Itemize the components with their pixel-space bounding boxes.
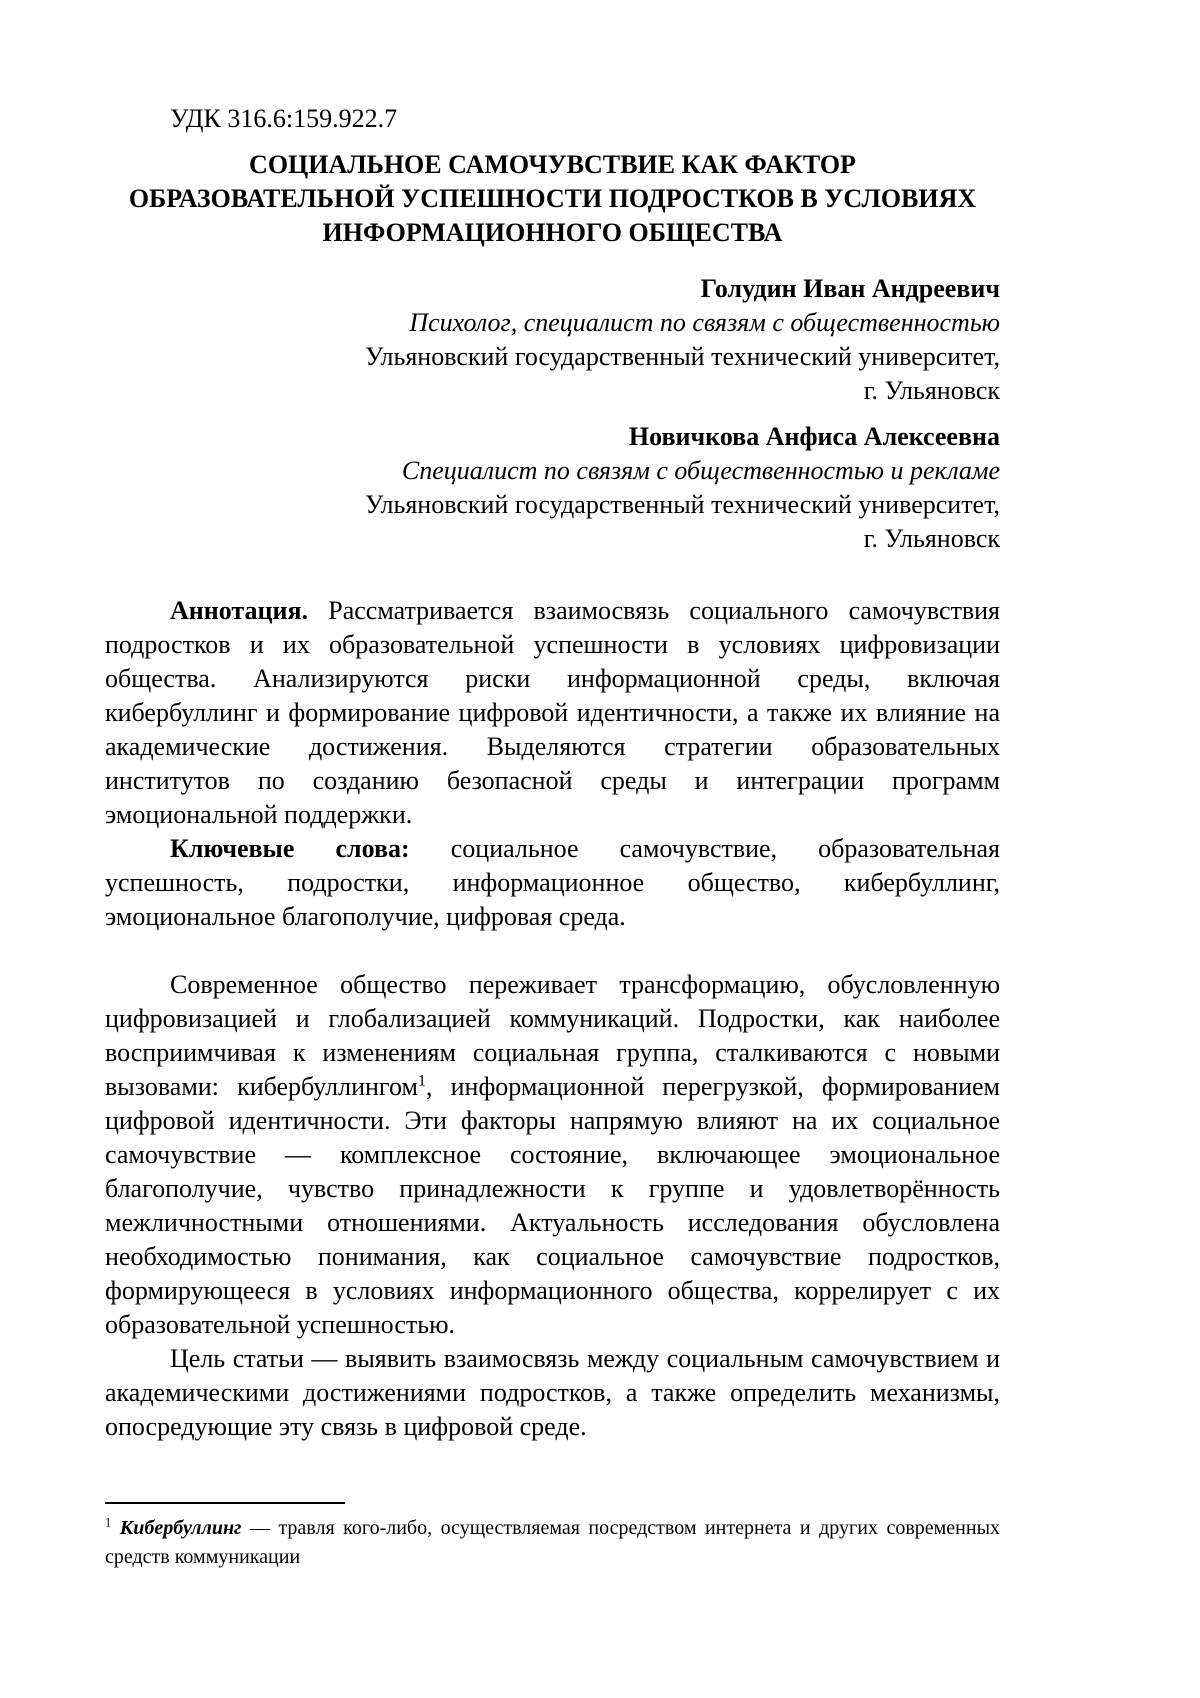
author-city: г. Ульяновск	[863, 524, 1000, 553]
abstract-label: Аннотация.	[170, 596, 309, 625]
footnote	[105, 1514, 1000, 1572]
paragraph-text: , информационной перегрузкой, формированием цифровой идентичности. Эти факторы напрямую влияют на их социальное самочувствие — комплексное состояние, включающее эмоциональное благополучие, чувство принадлежности к группе и удовлетворённость межличностными отношениями. Актуальность исследования обусловлена необходимостью понимания, как социальное самочувствие подростков, формирующееся в условиях информационного общества, коррелирует с их образовательной успешностью.	[105, 1072, 1001, 1339]
author-block-1	[105, 272, 1000, 408]
author-role: Специалист по связям с общественностью и рекламе	[401, 456, 1000, 485]
author-city: г. Ульяновск	[863, 376, 1000, 405]
abstract-paragraph	[105, 594, 1000, 832]
footnote-body-text: — травля кого-либо, осуществляемая посредством интернета и других современных средств коммуникации	[105, 1517, 1001, 1568]
footnote-marker: 1	[105, 1515, 112, 1530]
footnote-section	[105, 1502, 1000, 1572]
article-title	[105, 148, 1000, 250]
keywords-label: Ключевые слова:	[170, 834, 410, 863]
footnote-separator	[105, 1502, 345, 1504]
footnote-term: Кибербуллинг	[119, 1517, 242, 1539]
author-block-2	[105, 420, 1000, 556]
article-title-line: СОЦИАЛЬНОЕ САМОЧУВСТВИЕ КАК ФАКТОР	[249, 150, 856, 179]
udc-code: УДК 316.6:159.922.7	[170, 104, 398, 133]
keywords-text: социальное самочувствие, образовательная успешность, подростки, информационное общество, кибербуллинг, эмоциональное благополучие, цифровая среда.	[105, 834, 1000, 931]
article-title-line: ОБРАЗОВАТЕЛЬНОЙ УСПЕШНОСТИ ПОДРОСТКОВ В УСЛОВИЯХ	[128, 184, 977, 213]
keywords-paragraph	[105, 832, 1000, 934]
author-name: Новичкова Анфиса Алексеевна	[628, 422, 1000, 451]
body-paragraph-2: Цель статьи — выявить взаимосвязь между социальным самочувствием и академическими достижениями подростков, а также определить механизмы, опосредующие эту связь в цифровой среде.	[105, 1344, 1000, 1441]
article-title-line: ИНФОРМАЦИОННОГО ОБЩЕСТВА	[322, 218, 783, 247]
author-role: Психолог, специалист по связям с общественностью	[409, 308, 1000, 337]
author-affiliation: Ульяновский государственный технический университет,	[365, 490, 1000, 519]
abstract-text: Рассматривается взаимосвязь социального самочувствия подростков и их образовательной успешности в условиях цифровизации общества. Анализируются риски информационной среды, включая кибербуллинг и формирование цифровой идентичности, а также их влияние на академические достижения. Выделяются стратегии образовательных институтов по созданию безопасной среды и интеграции программ эмоциональной поддержки.	[105, 596, 1001, 829]
footnote-reference: 1	[417, 1072, 426, 1090]
paragraph-text: Современное общество переживает трансформацию, обусловленную цифровизацией и глобализацией коммуникаций. Подростки, как наиболее восприимчивая к изменениям социальная группа, сталкиваются с новыми вызовами: кибербуллингом	[105, 970, 1000, 1101]
body-paragraph-1	[105, 968, 1000, 1342]
author-name: Голудин Иван Андреевич	[700, 274, 1000, 303]
author-affiliation: Ульяновский государственный технический университет,	[365, 342, 1000, 371]
